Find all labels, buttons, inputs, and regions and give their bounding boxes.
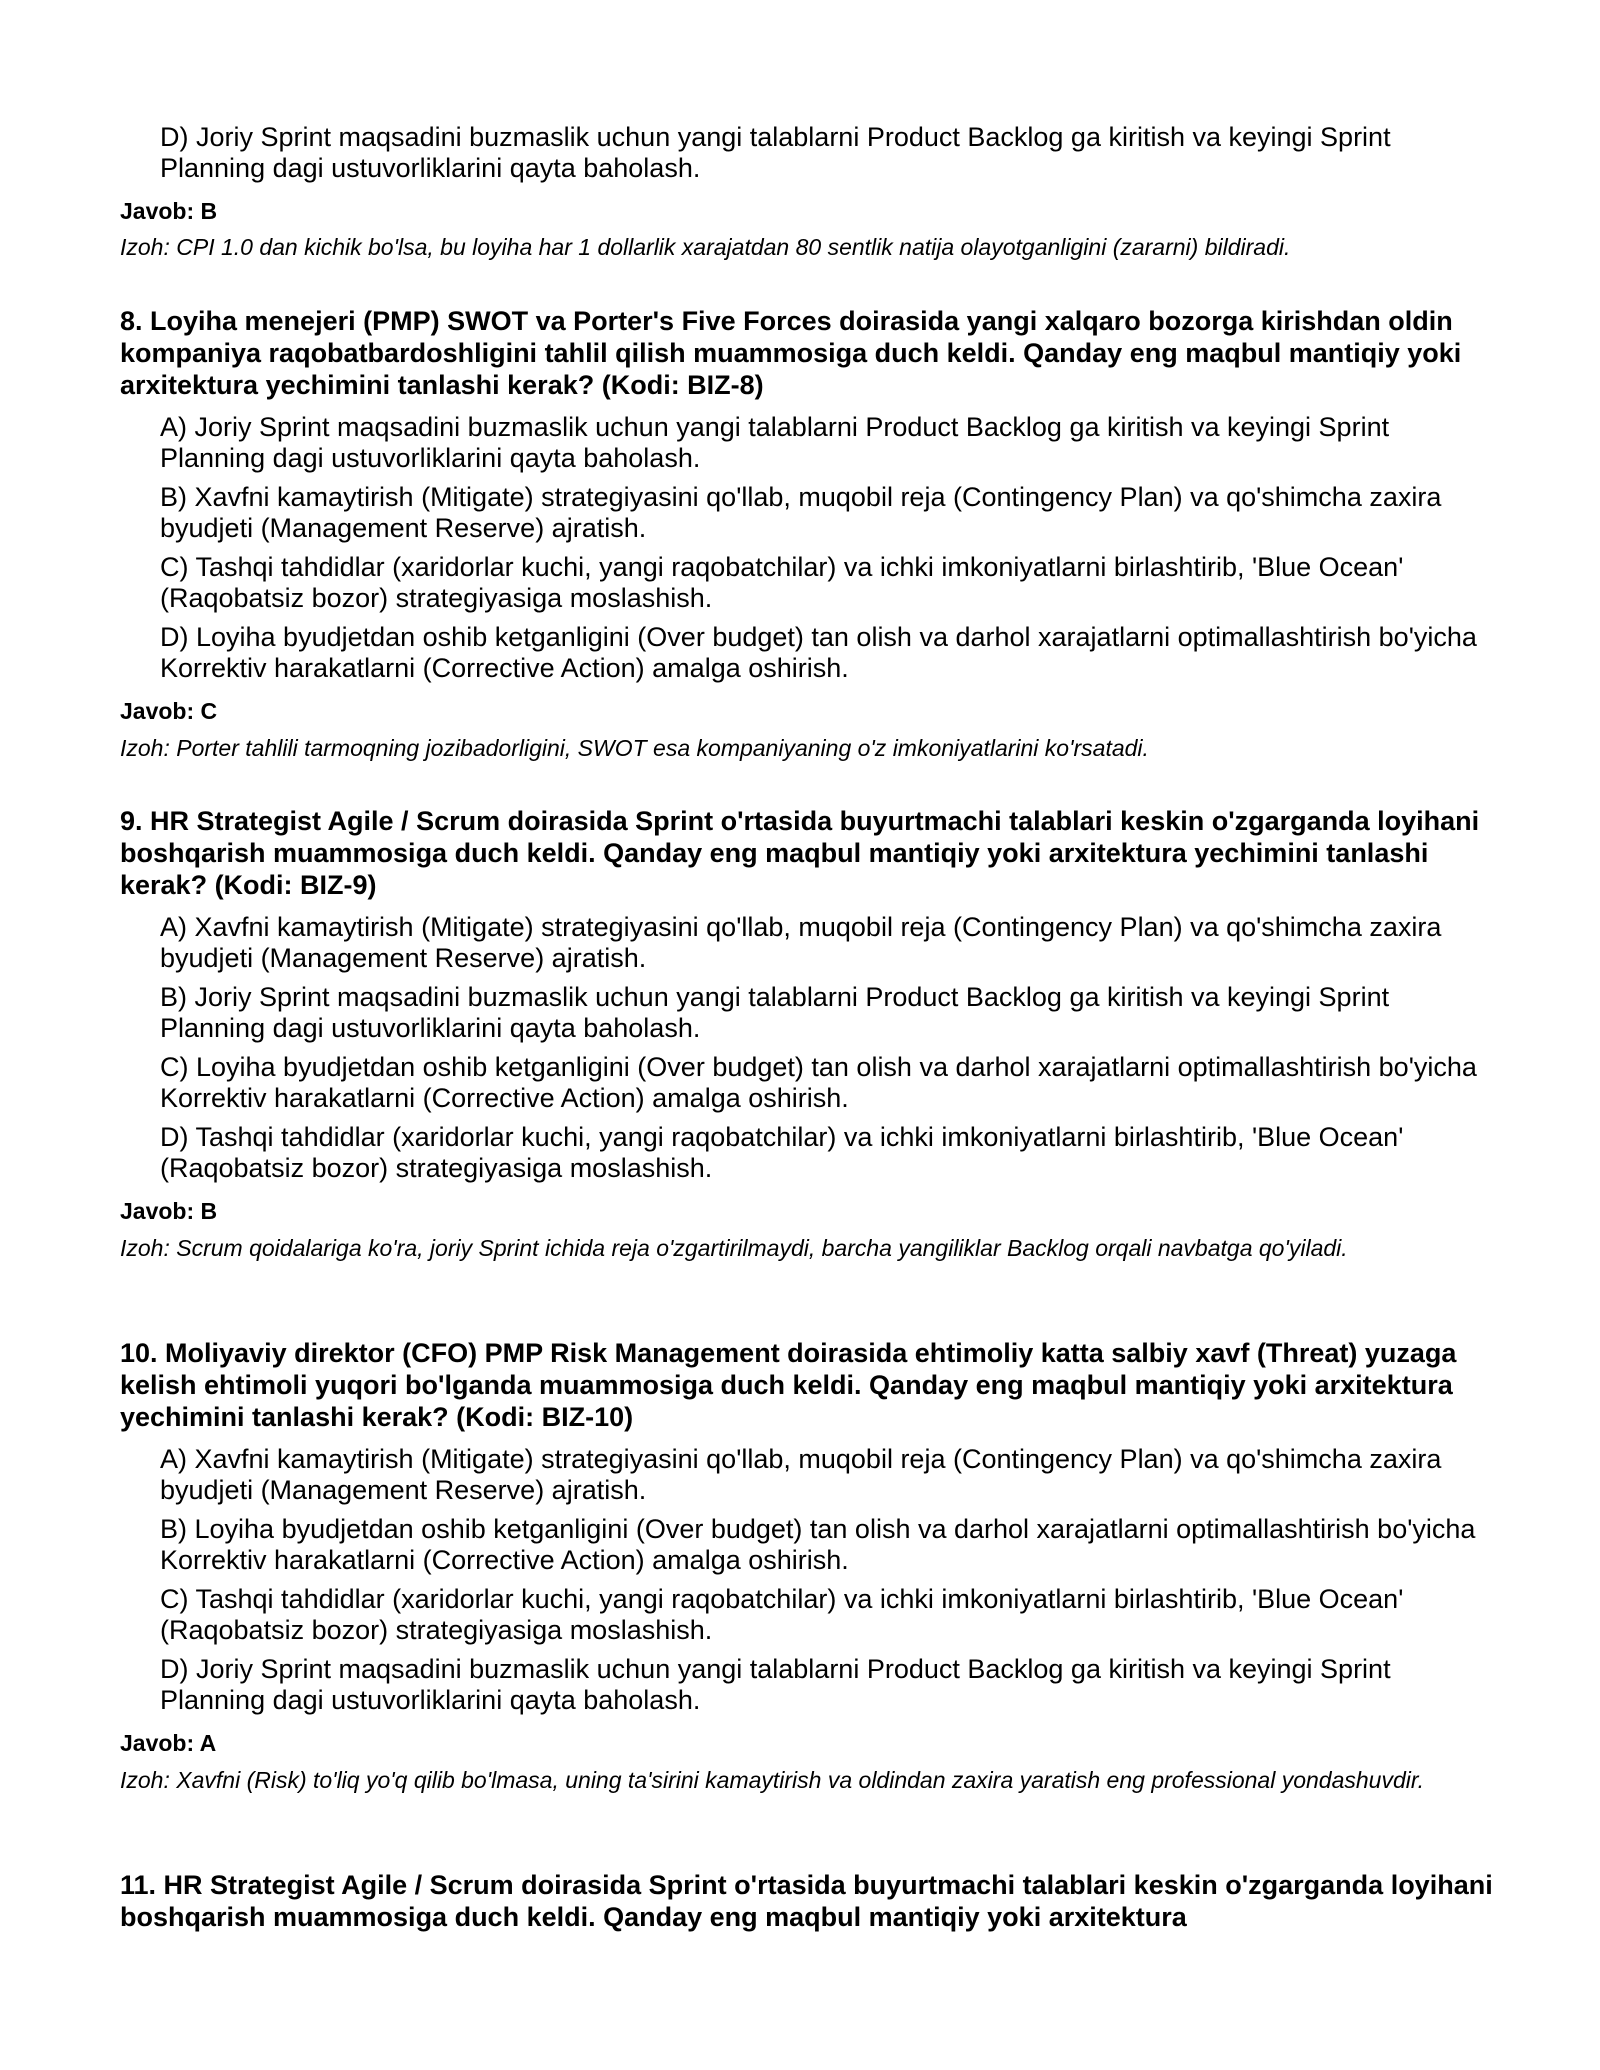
question-10-option-a: A) Xavfni kamaytirish (Mitigate) strategiyasini qo'llab, muqobil reja (Contingency Plan) va qo'shimcha zaxira byudjeti (Management Reserve) ajratish. <box>160 1444 1442 1505</box>
question-8-text: 8. Loyiha menejeri (PMP) SWOT va Porter's Five Forces doirasida yangi xalqaro bozorga kirishdan oldin kompaniya raqobatbardoshligini tahlil qilish muammosiga duch keldi. Qanday eng maqbul mantiqiy yoki arxitektura yechimini tanlashi kerak? (Kodi: BIZ-8) <box>120 306 1462 400</box>
question-11-text: 11. HR Strategist Agile / Scrum doirasida Sprint o'rtasida buyurtmachi talablari keskin o'zgarganda loyihani boshqarish muammosiga duch keldi. Qanday eng maqbul mantiqiy yoki arxitektura <box>120 1870 1493 1932</box>
prev-answer: Javob: B <box>120 198 218 224</box>
question-9-note: Izoh: Scrum qoidalariga ko'ra, joriy Sprint ichida reja o'zgartirilmaydi, barcha yangiliklar Backlog orqali navbatga qo'yiladi. <box>120 1235 1348 1261</box>
question-9-option-b: B) Joriy Sprint maqsadini buzmaslik uchun yangi talablarni Product Backlog ga kiritish va keyingi Sprint Planning dagi ustuvorliklarini qayta baholash. <box>160 982 1390 1043</box>
question-9-option-d: D) Tashqi tahdidlar (xaridorlar kuchi, yangi raqobatchilar) va ichki imkoniyatlarni birlashtirib, 'Blue Ocean' (Raqobatsiz bozor) strategiyasiga moslashish. <box>160 1122 1404 1183</box>
question-8-option-c: C) Tashqi tahdidlar (xaridorlar kuchi, yangi raqobatchilar) va ichki imkoniyatlarni birlashtirib, 'Blue Ocean' (Raqobatsiz bozor) strategiyasiga moslashish. <box>160 552 1404 613</box>
prev-note: Izoh: CPI 1.0 dan kichik bo'lsa, bu loyiha har 1 dollarlik xarajatdan 80 sentlik natija olayotganligini (zararni) bildiradi. <box>120 234 1291 260</box>
question-10-option-d: D) Joriy Sprint maqsadini buzmaslik uchun yangi talablarni Product Backlog ga kiritish va keyingi Sprint Planning dagi ustuvorliklarini qayta baholash. <box>160 1654 1391 1715</box>
question-10-option-c: C) Tashqi tahdidlar (xaridorlar kuchi, yangi raqobatchilar) va ichki imkoniyatlarni birlashtirib, 'Blue Ocean' (Raqobatsiz bozor) strategiyasiga moslashish. <box>160 1584 1404 1645</box>
question-10-text: 10. Moliyaviy direktor (CFO) PMP Risk Management doirasida ehtimoliy katta salbiy xavf (Threat) yuzaga kelish ehtimoli yuqori bo'lganda muammosiga duch keldi. Qanday eng maqbul mantiqiy yoki arxitektura yechimini tanlashi kerak? (Kodi: BIZ-10) <box>120 1338 1457 1432</box>
question-10-option-b: B) Loyiha byudjetdan oshib ketganligini (Over budget) tan olish va darhol xarajatlarni optimallashtirish bo'yicha Korrektiv harakatlarni (Corrective Action) amalga oshirish. <box>160 1514 1476 1575</box>
question-9-text: 9. HR Strategist Agile / Scrum doirasida Sprint o'rtasida buyurtmachi talablari keskin o'zgarganda loyihani boshqarish muammosiga duch keldi. Qanday eng maqbul mantiqiy yoki arxitektura yechimini tanlashi kerak? (Kodi: BIZ-9) <box>120 806 1480 900</box>
question-9-answer: Javob: B <box>120 1198 218 1224</box>
question-10-answer: Javob: A <box>120 1730 217 1756</box>
question-8-option-d: D) Loyiha byudjetdan oshib ketganligini (Over budget) tan olish va darhol xarajatlarni optimallashtirish bo'yicha Korrektiv harakatlarni (Corrective Action) amalga oshirish. <box>160 622 1477 683</box>
question-8-option-b: B) Xavfni kamaytirish (Mitigate) strategiyasini qo'llab, muqobil reja (Contingency Plan) va qo'shimcha zaxira byudjeti (Management Reserve) ajratish. <box>160 482 1442 543</box>
prev-option-d: D) Joriy Sprint maqsadini buzmaslik uchun yangi talablarni Product Backlog ga kiritish va keyingi Sprint Planning dagi ustuvorliklarini qayta baholash. <box>160 122 1391 183</box>
question-8-answer: Javob: C <box>120 698 218 724</box>
question-8-option-a: A) Joriy Sprint maqsadini buzmaslik uchun yangi talablarni Product Backlog ga kiritish va keyingi Sprint Planning dagi ustuvorliklarini qayta baholash. <box>160 412 1390 473</box>
question-9-option-c: C) Loyiha byudjetdan oshib ketganligini (Over budget) tan olish va darhol xarajatlarni optimallashtirish bo'yicha Korrektiv harakatlarni (Corrective Action) amalga oshirish. <box>160 1052 1477 1113</box>
question-10-note: Izoh: Xavfni (Risk) to'liq yo'q qilib bo'lmasa, uning ta'sirini kamaytirish va oldindan zaxira yaratish eng professional yondashuvdir. <box>120 1767 1425 1793</box>
question-9-option-a: A) Xavfni kamaytirish (Mitigate) strategiyasini qo'llab, muqobil reja (Contingency Plan) va qo'shimcha zaxira byudjeti (Management Reserve) ajratish. <box>160 912 1442 973</box>
question-8-note: Izoh: Porter tahlili tarmoqning jozibadorligini, SWOT esa kompaniyaning o'z imkoniyatlarini ko'rsatadi. <box>120 735 1149 761</box>
